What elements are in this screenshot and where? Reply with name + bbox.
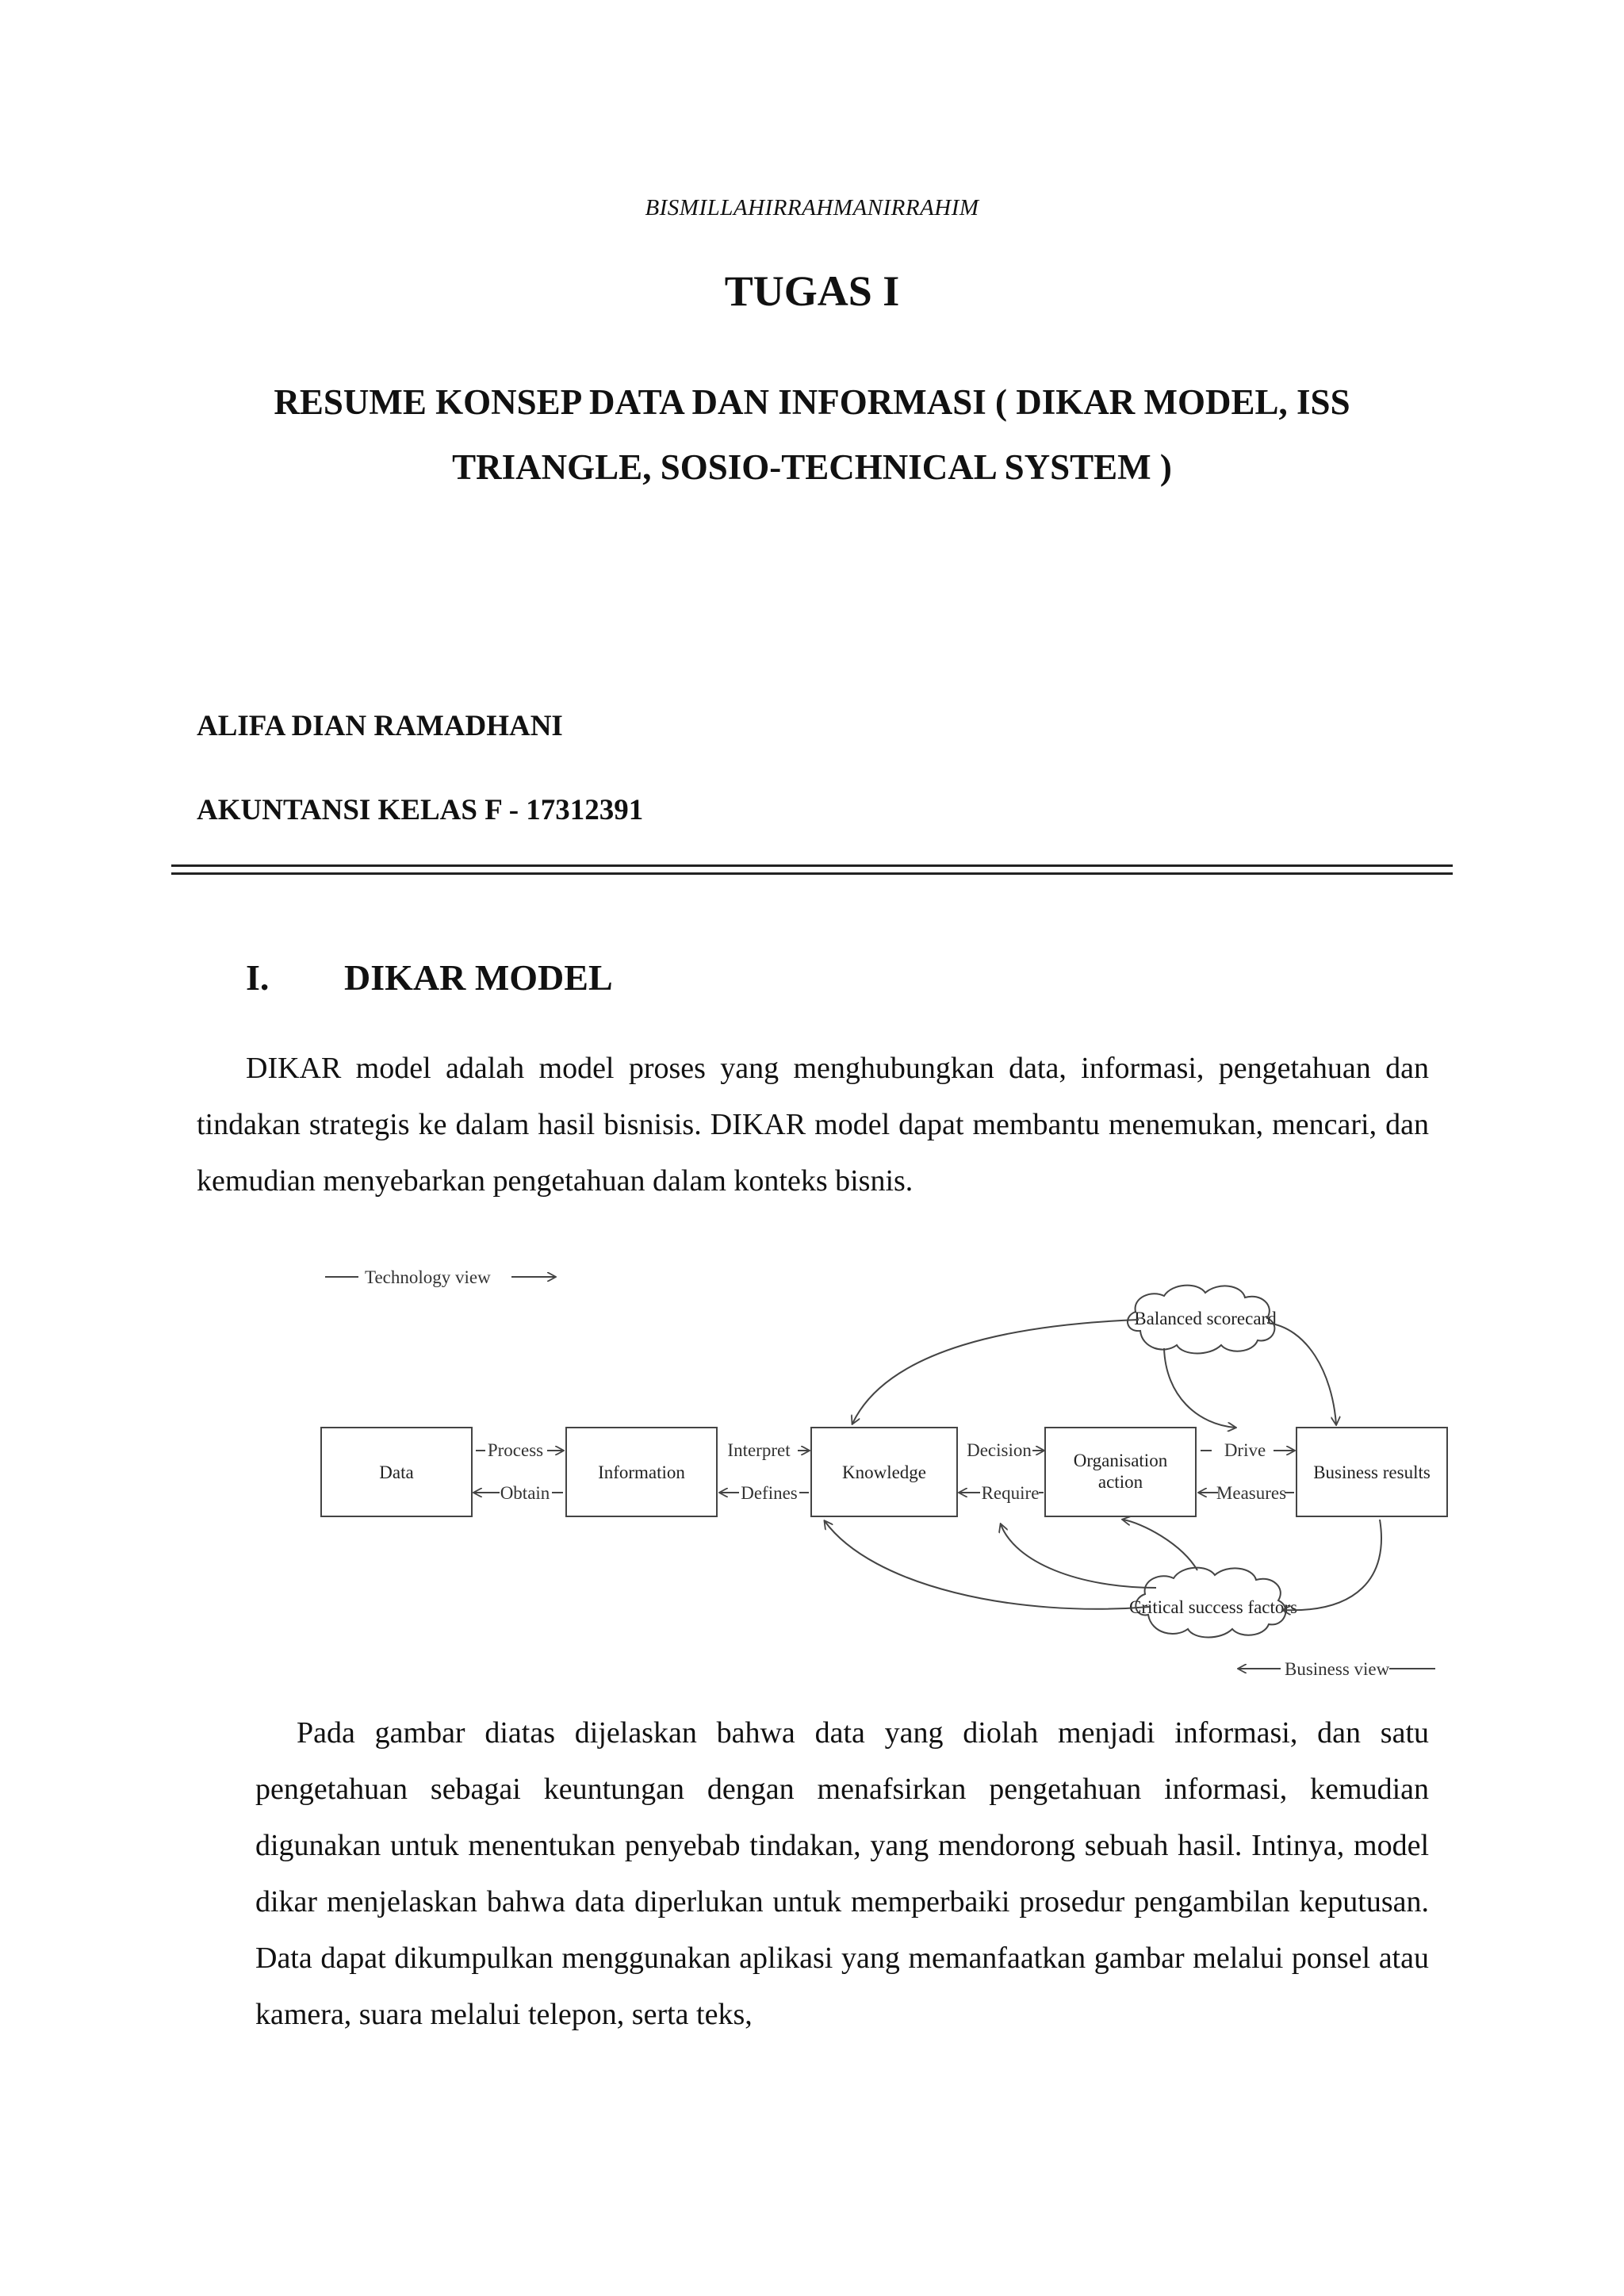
curve-scorecard-to-drive [1164, 1348, 1235, 1428]
label-knowledge: Knowledge [841, 1462, 927, 1482]
author-name: ALIFA DIAN RAMADHANI [197, 710, 563, 742]
label-process: Process [487, 1440, 544, 1460]
label-measures: Measures [1216, 1483, 1287, 1503]
curve-scorecard-to-results [1267, 1323, 1336, 1424]
curve-csf-to-org-action [1123, 1520, 1197, 1570]
label-interpret: Interpret [727, 1440, 791, 1460]
technology-view-label: Technology view [365, 1267, 491, 1287]
label-decision: Decision [967, 1440, 1032, 1460]
label-data: Data [379, 1462, 414, 1482]
section-title: DIKAR MODEL [344, 957, 613, 998]
label-require: Require [981, 1483, 1040, 1503]
label-action: action [1097, 1472, 1143, 1492]
label-critical-success-factors: Critical success factors [1128, 1597, 1298, 1617]
document-title: TUGAS I [724, 267, 900, 315]
subtitle-line-1: RESUME KONSEP DATA DAN INFORMASI ( DIKAR MODEL, ISS [274, 382, 1350, 422]
author-class: AKUNTANSI KELAS F - 17312391 [197, 794, 644, 826]
section-number: I. [246, 957, 270, 998]
label-obtain: Obtain [500, 1483, 550, 1503]
paragraph-2: Pada gambar diatas dijelaskan bahwa data yang diolah menjadi informasi, dan satu pengetahuan sebagai keuntungan dengan menafsirkan pengetahuan informasi, kemudian digunakan untuk menentukan penyebab tindakan, yang mendorong sebuah hasil. Intinya, model dikar menjelaskan bahwa data diperlukan untuk memperbaiki prosedur pengambilan keputusan. Data dapat dikumpulkan menggunakan aplikasi yang memanfaatkan gambar melalui ponsel atau kamera, suara melalui telepon, serta teks, [255, 1716, 1429, 2031]
business-view-label: Business view [1285, 1659, 1390, 1679]
label-defines: Defines [741, 1483, 798, 1503]
label-balanced-scorecard: Balanced scorecard [1134, 1309, 1277, 1328]
curve-results-to-csf [1283, 1520, 1381, 1610]
label-organisation: Organisation [1073, 1451, 1168, 1470]
label-information: Information [598, 1462, 685, 1482]
dikar-diagram [301, 1245, 1475, 1689]
label-business-results: Business results [1313, 1462, 1431, 1482]
divider-bottom [171, 872, 1453, 875]
curve-csf-to-require [1001, 1524, 1156, 1588]
label-drive: Drive [1224, 1440, 1266, 1460]
curve-scorecard-to-knowledge [852, 1320, 1139, 1424]
paragraph-1: DIKAR model adalah model proses yang menghubungkan data, informasi, pengetahuan dan tindakan strategis ke dalam hasil bisnisis. DIKAR model dapat membantu menemukan, mencari, dan kemudian menyebarkan pengetahuan dalam konteks bisnis. [197, 1052, 1429, 1198]
document-subtitle [198, 370, 1426, 500]
pre-title: BISMILLAHIRRAHMANIRRAHIM [645, 195, 979, 220]
curve-csf-to-knowledge [825, 1521, 1150, 1609]
subtitle-line-2: TRIANGLE, SOSIO-TECHNICAL SYSTEM ) [452, 447, 1172, 487]
divider-top [171, 864, 1453, 867]
